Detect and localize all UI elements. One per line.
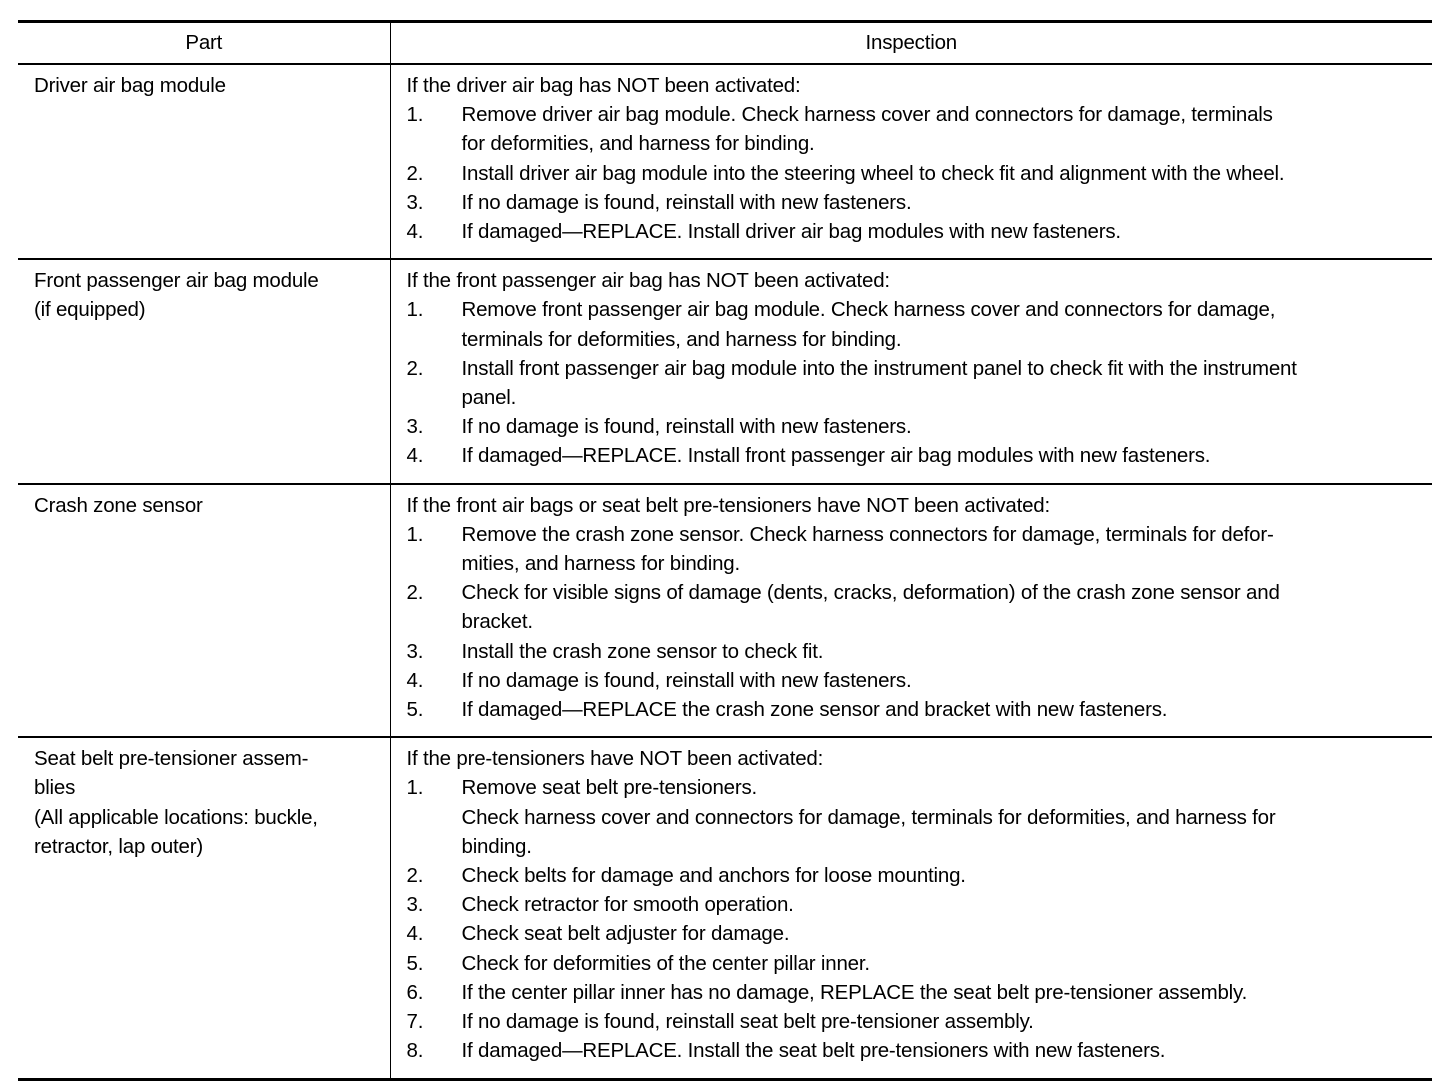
inspection-step — [407, 354, 1427, 412]
step-text — [462, 695, 1427, 724]
step-number: 1. — [406, 522, 424, 546]
step-number: 5. — [406, 698, 424, 722]
part-name: Crash zone sensor — [34, 493, 203, 517]
inspection-step — [407, 159, 1427, 188]
column-header-inspection: Inspection — [390, 22, 1432, 65]
step-line: If the center pillar inner has no damage, REPLACE the seat belt pre-tensioner assembly. — [461, 980, 1248, 1004]
step-line: Remove the crash zone sensor. Check harness connectors for damage, terminals for defor- — [461, 522, 1274, 546]
step-line: panel. — [461, 386, 517, 410]
step-text — [462, 1007, 1427, 1036]
step-number: 3. — [406, 415, 424, 439]
part-name: Front passenger air bag module — [34, 269, 319, 293]
step-line: If no damage is found, reinstall with new fasteners. — [461, 415, 912, 439]
inspection-step — [407, 188, 1427, 217]
table-row — [18, 64, 1432, 259]
step-number: 1. — [406, 776, 424, 800]
step-text — [462, 666, 1427, 695]
step-number: 3. — [406, 893, 424, 917]
inspection-condition: If the pre-tensioners have NOT been activated: — [406, 747, 824, 771]
inspection-cell — [390, 484, 1432, 738]
step-number: 4. — [406, 220, 424, 244]
step-number: 7. — [406, 1010, 424, 1034]
step-number: 4. — [406, 444, 424, 468]
inspection-step — [407, 295, 1427, 353]
inspection-step — [407, 695, 1427, 724]
inspection-step — [407, 1007, 1427, 1036]
step-text — [462, 1036, 1427, 1065]
step-number: 2. — [406, 864, 424, 888]
inspection-step — [407, 100, 1427, 158]
step-number: 3. — [406, 190, 424, 214]
step-line: Remove driver air bag module. Check harness cover and connectors for damage, terminals — [461, 103, 1273, 127]
part-cell — [18, 737, 390, 1079]
step-line: Install driver air bag module into the steering wheel to check fit and alignment with the wheel. — [461, 161, 1285, 185]
step-line: If damaged—REPLACE. Install the seat belt pre-tensioners with new fasteners. — [461, 1039, 1166, 1063]
step-line: If damaged—REPLACE the crash zone sensor and bracket with new fasteners. — [461, 698, 1168, 722]
step-line: If damaged—REPLACE. Install driver air bag modules with new fasteners. — [461, 220, 1121, 244]
step-text — [462, 441, 1427, 470]
step-text — [462, 919, 1427, 948]
part-name: Driver air bag module — [34, 74, 226, 97]
step-text — [462, 861, 1427, 890]
part-name: blies — [34, 776, 76, 800]
step-line: mities, and harness for binding. — [461, 552, 740, 576]
step-number: 6. — [406, 980, 424, 1004]
step-line: Check seat belt adjuster for damage. — [461, 922, 790, 946]
step-text — [462, 637, 1427, 666]
step-line: Remove seat belt pre-tensioners. — [461, 776, 758, 800]
inspection-cell — [390, 259, 1432, 483]
inspection-cell — [390, 64, 1432, 259]
inspection-condition: If the front passenger air bag has NOT been activated: — [406, 269, 890, 293]
step-text — [462, 978, 1427, 1007]
step-number: 2. — [406, 356, 424, 380]
step-line: terminals for deformities, and harness for binding. — [461, 327, 902, 351]
step-line: for deformities, and harness for binding. — [461, 132, 815, 156]
part-name-note: retractor, lap outer) — [34, 834, 203, 858]
step-number: 2. — [406, 161, 424, 185]
inspection-step — [407, 949, 1427, 978]
step-number: 4. — [406, 668, 424, 692]
inspection-step — [407, 1036, 1427, 1065]
part-name-note: (if equipped) — [34, 298, 146, 322]
inspection-condition: If the front air bags or seat belt pre-tensioners have NOT been activated: — [406, 493, 1050, 517]
step-line: Check harness cover and connectors for damage, terminals for deformities, and harness for — [461, 805, 1276, 829]
inspection-table — [18, 20, 1432, 1081]
step-line: If no damage is found, reinstall with new fasteners. — [461, 668, 912, 692]
step-line: bracket. — [461, 610, 533, 634]
step-line: If damaged—REPLACE. Install front passenger air bag modules with new fasteners. — [461, 444, 1211, 468]
inspection-step — [407, 412, 1427, 441]
step-line: Install front passenger air bag module into the instrument panel to check fit with the instrument — [461, 356, 1297, 380]
table-header — [18, 22, 1432, 65]
table-body — [18, 64, 1432, 1079]
step-line: Check belts for damage and anchors for loose mounting. — [461, 864, 966, 888]
inspection-step — [407, 890, 1427, 919]
step-number: 4. — [406, 922, 424, 946]
step-line: binding. — [461, 834, 532, 858]
step-line: Check retractor for smooth operation. — [461, 893, 794, 917]
inspection-step — [407, 773, 1427, 861]
step-number: 3. — [406, 639, 424, 663]
step-number: 8. — [406, 1039, 424, 1063]
header-row — [18, 22, 1432, 65]
inspection-condition: If the driver air bag has NOT been activated: — [406, 74, 801, 97]
step-line: If no damage is found, reinstall seat belt pre-tensioner assembly. — [461, 1010, 1034, 1034]
inspection-step — [407, 217, 1427, 246]
step-text — [462, 520, 1427, 578]
step-text — [462, 578, 1427, 636]
part-name-note: (All applicable locations: buckle, — [34, 805, 318, 829]
step-text — [462, 412, 1427, 441]
step-number: 1. — [406, 298, 424, 322]
inspection-cell — [390, 737, 1432, 1079]
inspection-step — [407, 578, 1427, 636]
step-line: Check for deformities of the center pillar inner. — [461, 951, 870, 975]
step-line: Check for visible signs of damage (dents, cracks, deformation) of the crash zone sensor and — [461, 581, 1280, 605]
inspection-step — [407, 441, 1427, 470]
step-text — [462, 773, 1427, 861]
step-line: Remove front passenger air bag module. Check harness cover and connectors for damage, — [461, 298, 1276, 322]
inspection-step — [407, 861, 1427, 890]
step-line: If no damage is found, reinstall with new fasteners. — [461, 190, 912, 214]
part-cell — [18, 259, 390, 483]
part-cell — [18, 64, 390, 259]
part-name: Seat belt pre-tensioner assem- — [34, 747, 309, 771]
inspection-step — [407, 520, 1427, 578]
step-number: 1. — [406, 103, 424, 127]
column-header-part: Part — [18, 22, 390, 65]
table-row — [18, 484, 1432, 738]
step-number: 2. — [406, 581, 424, 605]
step-text — [462, 217, 1427, 246]
inspection-step — [407, 978, 1427, 1007]
step-number: 5. — [406, 951, 424, 975]
step-text — [462, 159, 1427, 188]
step-line: Install the crash zone sensor to check fit. — [461, 639, 824, 663]
step-text — [462, 295, 1427, 353]
step-text — [462, 188, 1427, 217]
step-text — [462, 890, 1427, 919]
step-text — [462, 354, 1427, 412]
step-text — [462, 949, 1427, 978]
table-row — [18, 737, 1432, 1079]
part-cell — [18, 484, 390, 738]
inspection-step — [407, 919, 1427, 948]
inspection-step — [407, 666, 1427, 695]
table-row — [18, 259, 1432, 483]
step-text — [462, 100, 1427, 158]
inspection-step — [407, 637, 1427, 666]
